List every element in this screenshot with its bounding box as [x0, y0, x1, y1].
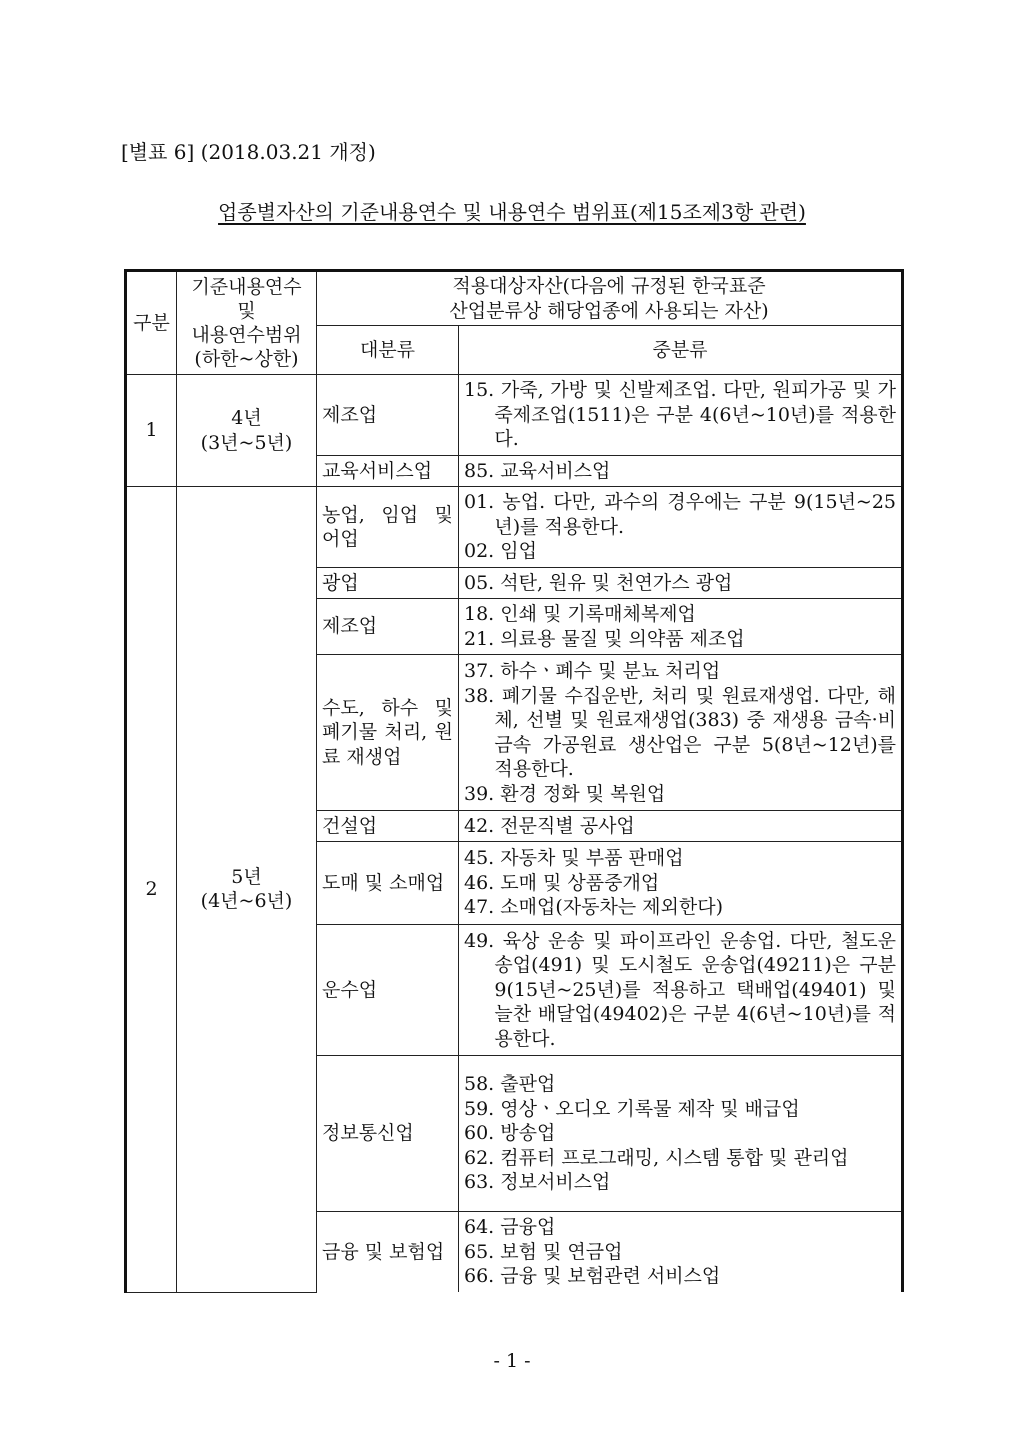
document-title-text: 업종별자산의 기준내용연수 및 내용연수 범위표(제15조제3항 관련)	[218, 200, 806, 224]
group-id-cell: 2	[126, 487, 177, 1293]
list-item: 46. 도매 및 상품중개업	[464, 871, 660, 894]
list-item: 47. 소매업(자동차는 제외한다)	[464, 896, 724, 919]
major-category-cell: 광업	[317, 568, 459, 599]
years-value: 5년	[231, 865, 262, 888]
list-item: 58. 출판업	[464, 1073, 556, 1096]
major-category-cell: 도매 및 소매업	[317, 842, 459, 925]
major-category-cell: 수도, 하수 및 폐기물 처리, 원료 재생업	[317, 655, 459, 811]
list-item: 85. 교육서비스업	[464, 459, 611, 482]
list-item: 42. 전문직별 공사업	[464, 814, 635, 837]
list-item: 49. 육상 운송 및 파이프라인 운송업. 다만, 철도운송업(491) 및 도시철도 운송업(49211)은 구분 9(15년~25년)를 적용하고 택배업(49401) 및 늘찬 배달업(49402)은 구분 4(6년~10년)를 적용한다.	[464, 929, 897, 1050]
list-item: 18. 인쇄 및 기록매체복제업	[464, 603, 696, 625]
header-assets: 적용대상자산(다음에 규정된 한국표준 산업분류상 해당업종에 사용되는 자산)	[317, 271, 903, 326]
list-item: 21. 의료용 물질 및 의약품 제조업	[464, 627, 745, 650]
list-item: 64. 금융업	[464, 1216, 556, 1239]
list-item: 65. 보험 및 연금업	[464, 1240, 623, 1263]
list-item: 62. 컴퓨터 프로그래밍, 시스템 통합 및 관리업	[464, 1146, 849, 1169]
middle-category-cell	[459, 811, 903, 842]
middle-category-cell	[459, 925, 903, 1056]
list-item: 02. 임업	[464, 540, 537, 563]
group-years-cell	[177, 487, 317, 1293]
major-category-cell: 운수업	[317, 925, 459, 1056]
middle-category-cell	[459, 842, 903, 925]
list-item: 15. 가죽, 가방 및 신발제조업. 다만, 원피가공 및 가죽제조업(1511)은 구분 4(6년~10년)를 적용한다.	[464, 379, 897, 451]
list-item: 66. 금융 및 보험관련 서비스업	[464, 1265, 721, 1288]
header-row-1	[126, 271, 903, 326]
years-range: (4년~6년)	[200, 890, 293, 913]
header-major: 대분류	[317, 326, 459, 375]
list-item: 01. 농업. 다만, 과수의 경우에는 구분 9(15년~25년)를 적용한다.	[464, 491, 897, 538]
page-number: - 1 -	[493, 1350, 531, 1372]
middle-category-cell	[459, 599, 903, 655]
list-item: 05. 석탄, 원유 및 천연가스 광업	[464, 571, 733, 594]
list-item: 63. 정보서비스업	[464, 1171, 611, 1194]
list-item: 37. 하수ㆍ폐수 및 분뇨 처리업	[464, 660, 721, 682]
table-row	[126, 487, 903, 568]
document-reference: [별표 6] (2018.03.21 개정)	[121, 140, 376, 164]
table-row	[126, 375, 903, 456]
middle-category-cell	[459, 456, 903, 487]
list-item: 45. 자동차 및 부품 판매업	[464, 847, 684, 870]
major-category-cell: 건설업	[317, 811, 459, 842]
list-item: 39. 환경 정화 및 복원업	[464, 782, 666, 805]
group-years-cell	[177, 375, 317, 487]
middle-category-cell	[459, 487, 903, 568]
years-value: 4년	[231, 407, 262, 429]
header-group: 구분	[126, 271, 177, 375]
middle-category-cell	[459, 375, 903, 456]
major-category-cell: 제조업	[317, 599, 459, 655]
document-title	[0, 196, 1024, 225]
header-middle: 중분류	[459, 326, 903, 375]
list-item: 59. 영상ㆍ오디오 기록물 제작 및 배급업	[464, 1097, 800, 1120]
major-category-cell: 교육서비스업	[317, 456, 459, 487]
major-category-cell: 금융 및 보험업	[317, 1212, 459, 1293]
middle-category-cell	[459, 568, 903, 599]
useful-life-table	[124, 269, 904, 1293]
middle-category-cell	[459, 655, 903, 811]
middle-category-cell	[459, 1056, 903, 1212]
list-item: 60. 방송업	[464, 1122, 556, 1145]
major-category-cell: 농업, 임업 및 어업	[317, 487, 459, 568]
major-category-cell: 정보통신업	[317, 1056, 459, 1212]
middle-category-cell	[459, 1212, 903, 1293]
header-years: 기준내용연수 및 내용연수범위 (하한~상한)	[177, 271, 317, 375]
years-range: (3년~5년)	[200, 431, 293, 454]
list-item: 38. 폐기물 수집운반, 처리 및 원료재생업. 다만, 해체, 선별 및 원료재생업(383) 중 재생용 금속·비금속 가공원료 생산업은 구분 5(8년~12년)를 적용한다.	[464, 684, 897, 780]
major-category-cell: 제조업	[317, 375, 459, 456]
group-id-cell: 1	[126, 375, 177, 487]
